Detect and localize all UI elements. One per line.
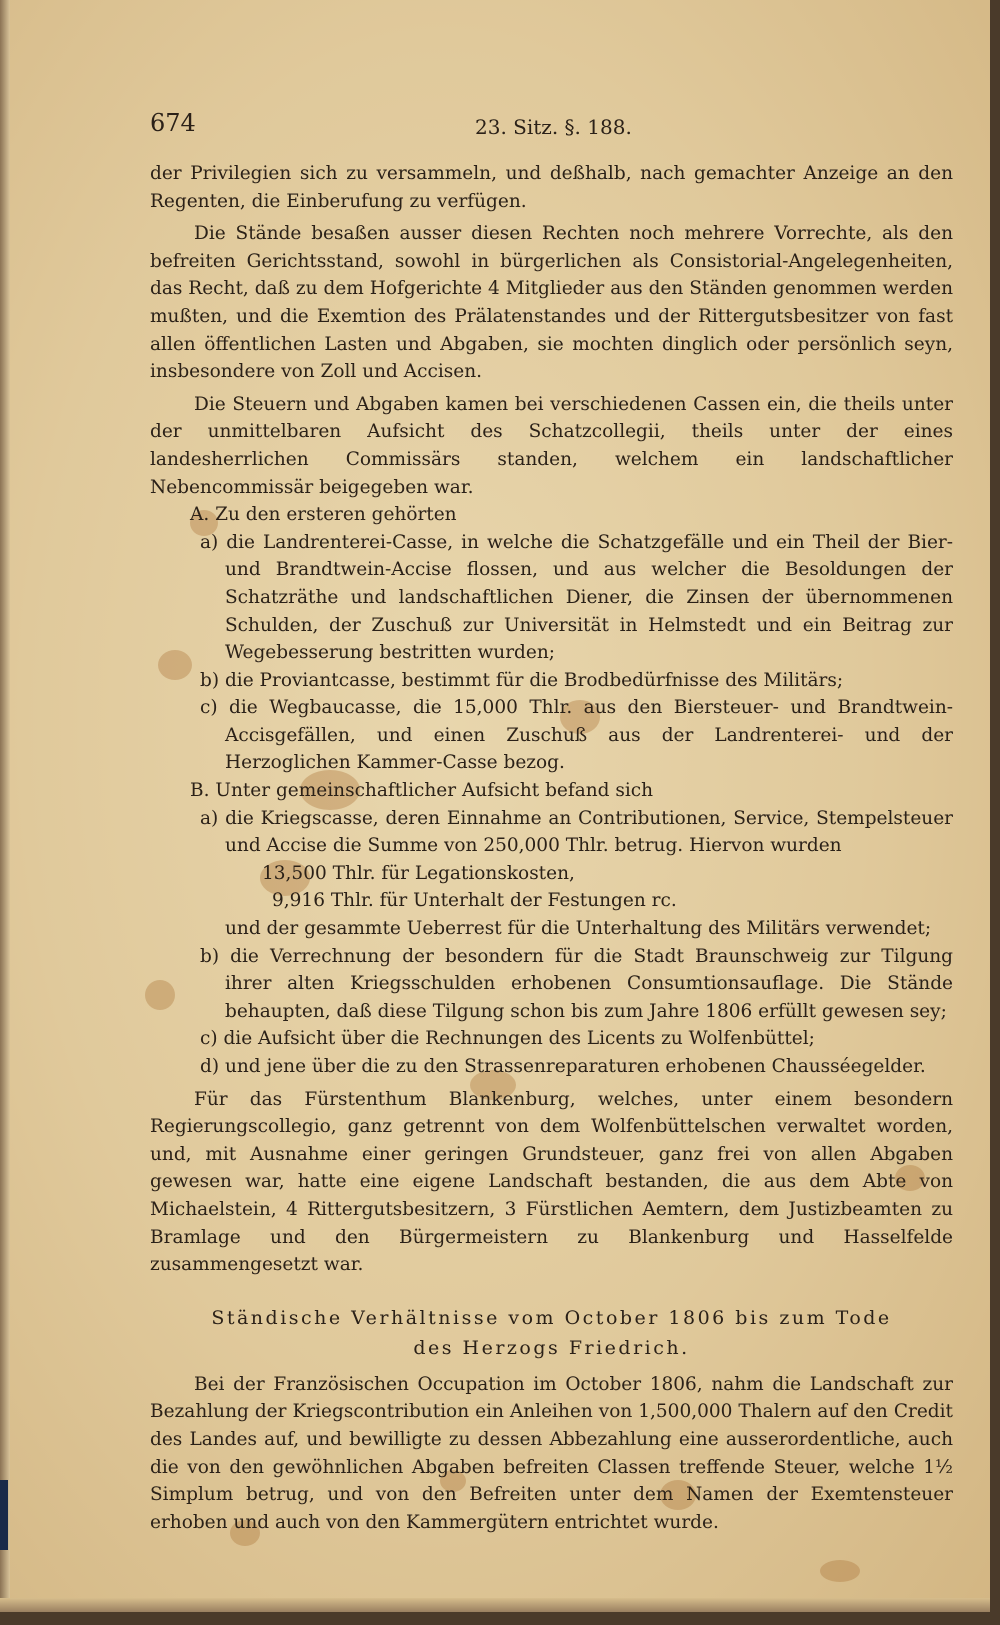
page-header	[150, 110, 953, 150]
list-item: a) die Kriegscasse, deren Einnahme an Contributionen, Service, Stempelsteuer und Accise die Summe von 250,000 Thlr. betrug. Hiervon wurden	[200, 807, 953, 857]
paragraph-blankenburg: Für das Fürstenthum Blankenburg, welches, unter einem besondern Regierungscollegio, ganz getrennt von dem Wolfenbüttelschen verwaltet worden, und, mit Ausnahme einer geringen Grundsteuer, ganz frei von allen Abgaben gewesen war, hatte eine eigene Landschaft bestanden, die aus dem Abte von Michaelstein, 4 Rittergutsbesitzern, 3 Fürstlichen Aemtern, dem Justizbeamten zu Bramlage und den Bürgermeistern zu Blankenburg und Hasselfelde zusammengesetzt war.	[150, 1088, 953, 1276]
page-bottom-edge	[0, 1598, 990, 1612]
section-a-heading: A. Zu den ersteren gehörten	[190, 504, 457, 526]
section-b-heading: B. Unter gemeinschaftlicher Aufsicht befand sich	[190, 780, 654, 802]
page-number: 674	[150, 109, 196, 137]
list-item: d) und jene über die zu den Strassenreparaturen erhobenen Chausséegelder.	[200, 1056, 926, 1077]
page-left-edge	[0, 0, 10, 1612]
list-subitem: 13,500 Thlr. für Legationskosten,	[262, 862, 575, 884]
list-item: b) die Proviantcasse, bestimmt für die Brodbedürfnisse des Militärs;	[200, 669, 844, 691]
paragraph-taxes: Die Steuern und Abgaben kamen bei verschiedenen Cassen ein, die theils unter der unmittelbaren Aufsicht des Schatzcollegii, theils unter der eines landesherrlichen Commissärs standen, welchem ein landschaftlicher Nebencommissär beigegeben war.	[150, 393, 953, 498]
section-heading-line: Ständische Verhältnisse vom October 1806 bis zum Tode	[211, 1306, 892, 1329]
binding-mark	[0, 1480, 8, 1550]
running-title: 23. Sitz. §. 188.	[475, 115, 632, 139]
section-heading	[150, 1303, 953, 1363]
page-body	[150, 160, 953, 1536]
paragraph-occupation: Bei der Französischen Occupation im October 1806, nahm die Landschaft zur Bezahlung der Kriegscontribution ein Anleihen von 1,500,000 Thalern auf den Credit des Landes auf, und bewilligte zu dessen Abbezahlung eine ausserordentliche, auch die von den gewöhnlichen Abgaben befreiten Classen treffende Steuer, welche 1½ Simplum betrug, und von den Befreiten unter dem Namen der Exemtensteuer erhoben und auch von den Kammergütern entrichtet wurde.	[150, 1373, 953, 1533]
list-item: c) die Wegbaucasse, die 15,000 Thlr. aus den Biersteuer- und Brandtwein-Accisgefällen, und einen Zuschuß aus der Landrenterei- und der Herzoglichen Kammer-Casse bezog.	[200, 697, 953, 774]
list-item-continuation: und der gesammte Ueberrest für die Unterhaltung des Militärs verwendet;	[225, 918, 932, 940]
list-subitem: 9,916 Thlr. für Unterhalt der Festungen rc.	[272, 890, 677, 912]
list-item: a) die Landrenterei-Casse, in welche die Schatzgefälle und ein Theil der Bier- und Brandtwein-Accise flossen, und aus welcher die Besoldungen der Schatzräthe und landschaftlichen Diener, die Zinsen der übernommenen Schulden, der Zuschuß zur Universität in Helmstedt und ein Beitrag zur Wegebesserung bestritten wurden;	[200, 531, 953, 664]
list-item: b) die Verrechnung der besondern für die Stadt Braunschweig zur Tilgung ihrer alten Kriegsschulden erhobenen Consumtionsauflage. Die Stände behaupten, daß diese Tilgung schon bis zum Jahre 1806 erfüllt gewesen sey;	[200, 945, 953, 1022]
list-item: c) die Aufsicht über die Rechnungen des Licents zu Wolfenbüttel;	[200, 1028, 815, 1050]
section-heading-line: des Herzogs Friedrich.	[413, 1336, 690, 1359]
paragraph-continuation: der Privilegien sich zu versammeln, und deßhalb, nach gemachter Anzeige an den Regenten, die Einberufung zu verfügen.	[150, 163, 953, 212]
paragraph-privileges: Die Stände besaßen ausser diesen Rechten noch mehrere Vorrechte, als den befreiten Gerichtsstand, sowohl in bürgerlichen als Consistorial-Angelegenheiten, das Recht, daß zu dem Hofgerichte 4 Mitglieder aus den Ständen genommen werden mußten, und die Exemtion des Prälatenstandes und der Rittergutsbesitzer von fast allen öffentlichen Lasten und Abgaben, sie mochten dinglich oder persönlich seyn, insbesondere von Zoll und Accisen.	[150, 223, 953, 383]
foxing-stain	[820, 1560, 860, 1582]
